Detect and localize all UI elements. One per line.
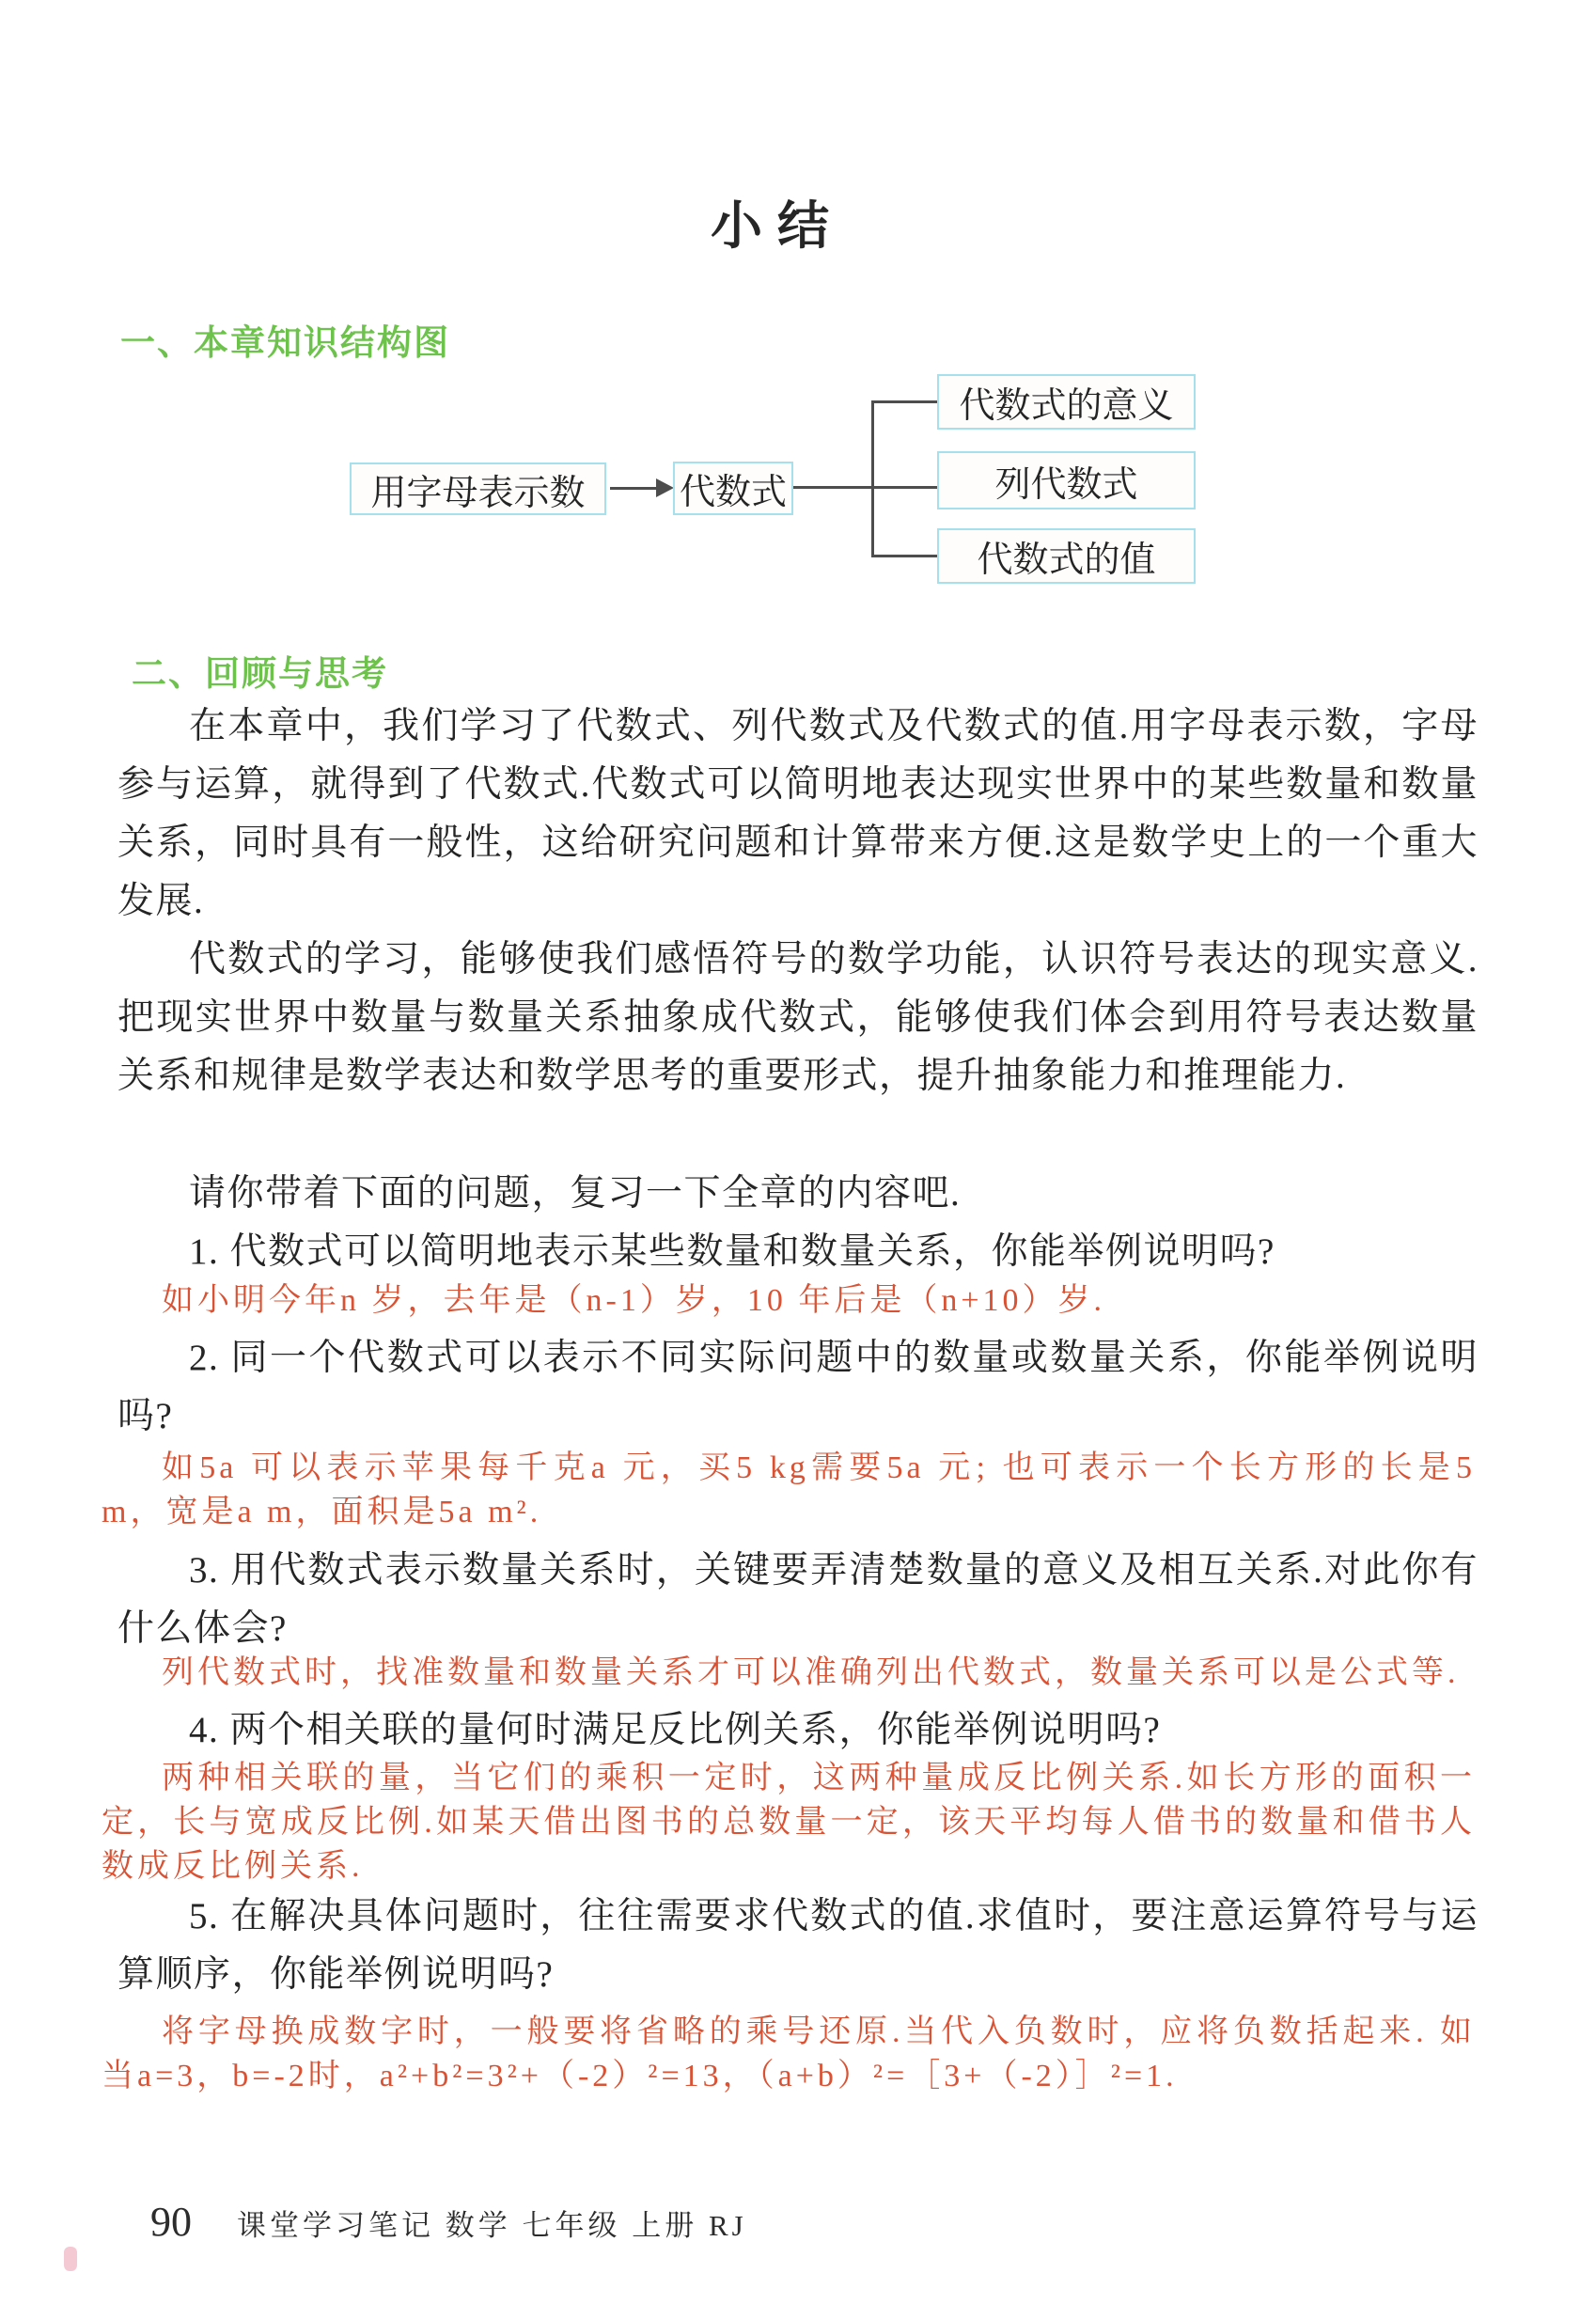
flowchart-arrow-line	[610, 487, 659, 490]
section-one-heading: 一、本章知识结构图	[120, 323, 450, 362]
section-two-heading: 二、回顾与思考	[132, 654, 388, 693]
question-5: 5. 在解决具体问题时，往往需要求代数式的值.求值时，要注意运算符号与运算顺序，你能举例说明吗?	[117, 1896, 1479, 1995]
page-number: 90	[150, 2199, 192, 2245]
flowchart-node-value: 代数式的值	[937, 528, 1196, 584]
question-3: 3. 用代数式表示数量关系时，关键要弄清楚数量的意义及相互关系.对此你有什么体会?	[117, 1550, 1479, 1649]
flowchart-node-use-letters: 用字母表示数	[350, 462, 606, 515]
flowchart-node-algebraic-expression: 代数式	[673, 462, 793, 515]
handwritten-answer-4: 两种相关联的量，当它们的乘积一定时，这两种量成反比例关系.如长方形的面积一定，长与宽成反比例.如某天借出图书的总数量一定，该天平均每人借书的数量和借书人数成反比例关系.	[102, 1761, 1476, 1884]
review-prompt: 请你带着下面的问题，复习一下全章的内容吧.	[189, 1173, 962, 1214]
flowchart-top-branch-line	[871, 400, 938, 403]
flowchart-middle-branch-line	[793, 486, 938, 489]
flowchart-vertical-connector	[871, 400, 874, 557]
intro-paragraph-1: 在本章中，我们学习了代数式、列代数式及代数式的值.用字母表示数，字母参与运算，就得到了代数式.代数式可以简明地表达现实世界中的某些数量和数量关系，同时具有一般性，这给研究问题和计算带来方便.这是数学史上的一个重大发展.	[117, 706, 1479, 921]
flowchart-arrowhead-icon	[656, 478, 674, 497]
question-4: 4. 两个相关联的量何时满足反比例关系，你能举例说明吗?	[189, 1710, 1162, 1750]
question-2: 2. 同一个代数式可以表示不同实际问题中的数量或数量关系，你能举例说明吗?	[117, 1338, 1479, 1436]
flowchart-node-writing-expressions: 列代数式	[937, 451, 1196, 509]
page-edge-smudge	[64, 2247, 77, 2271]
flowchart-bottom-branch-line	[871, 555, 938, 557]
footer-book-label: 课堂学习笔记 数学 七年级 上册 RJ	[237, 2209, 747, 2242]
handwritten-answer-2: 如5a 可以表示苹果每千克a 元，买5 kg需要5a 元; 也可表示一个长方形的长是5 m，宽是a m，面积是5a m².	[102, 1450, 1476, 1529]
page-title: 小结	[711, 197, 845, 255]
question-1: 1. 代数式可以简明地表示某些数量和数量关系，你能举例说明吗?	[189, 1231, 1275, 1272]
page-footer	[150, 2198, 747, 2246]
handwritten-answer-1: 如小明今年n 岁，去年是（n-1）岁，10 年后是（n+10）岁.	[162, 1283, 1105, 1318]
handwritten-answer-5: 将字母换成数字时，一般要将省略的乘号还原.当代入负数时，应将负数括起来. 如当a=3，b=-2时，a²+b²=3²+（-2）²=13，（a+b）²=［3+（-2）］²=1.	[102, 2014, 1476, 2093]
flowchart-node-meaning: 代数式的意义	[937, 374, 1196, 430]
intro-paragraph-2: 代数式的学习，能够使我们感悟符号的数学功能，认识符号表达的现实意义.把现实世界中数量与数量关系抽象成代数式，能够使我们体会到用符号表达数量关系和规律是数学表达和数学思考的重要形式，提升抽象能力和推理能力.	[117, 939, 1479, 1096]
handwritten-answer-3: 列代数式时，找准数量和数量关系才可以准确列出代数式，数量关系可以是公式等.	[162, 1655, 1460, 1690]
